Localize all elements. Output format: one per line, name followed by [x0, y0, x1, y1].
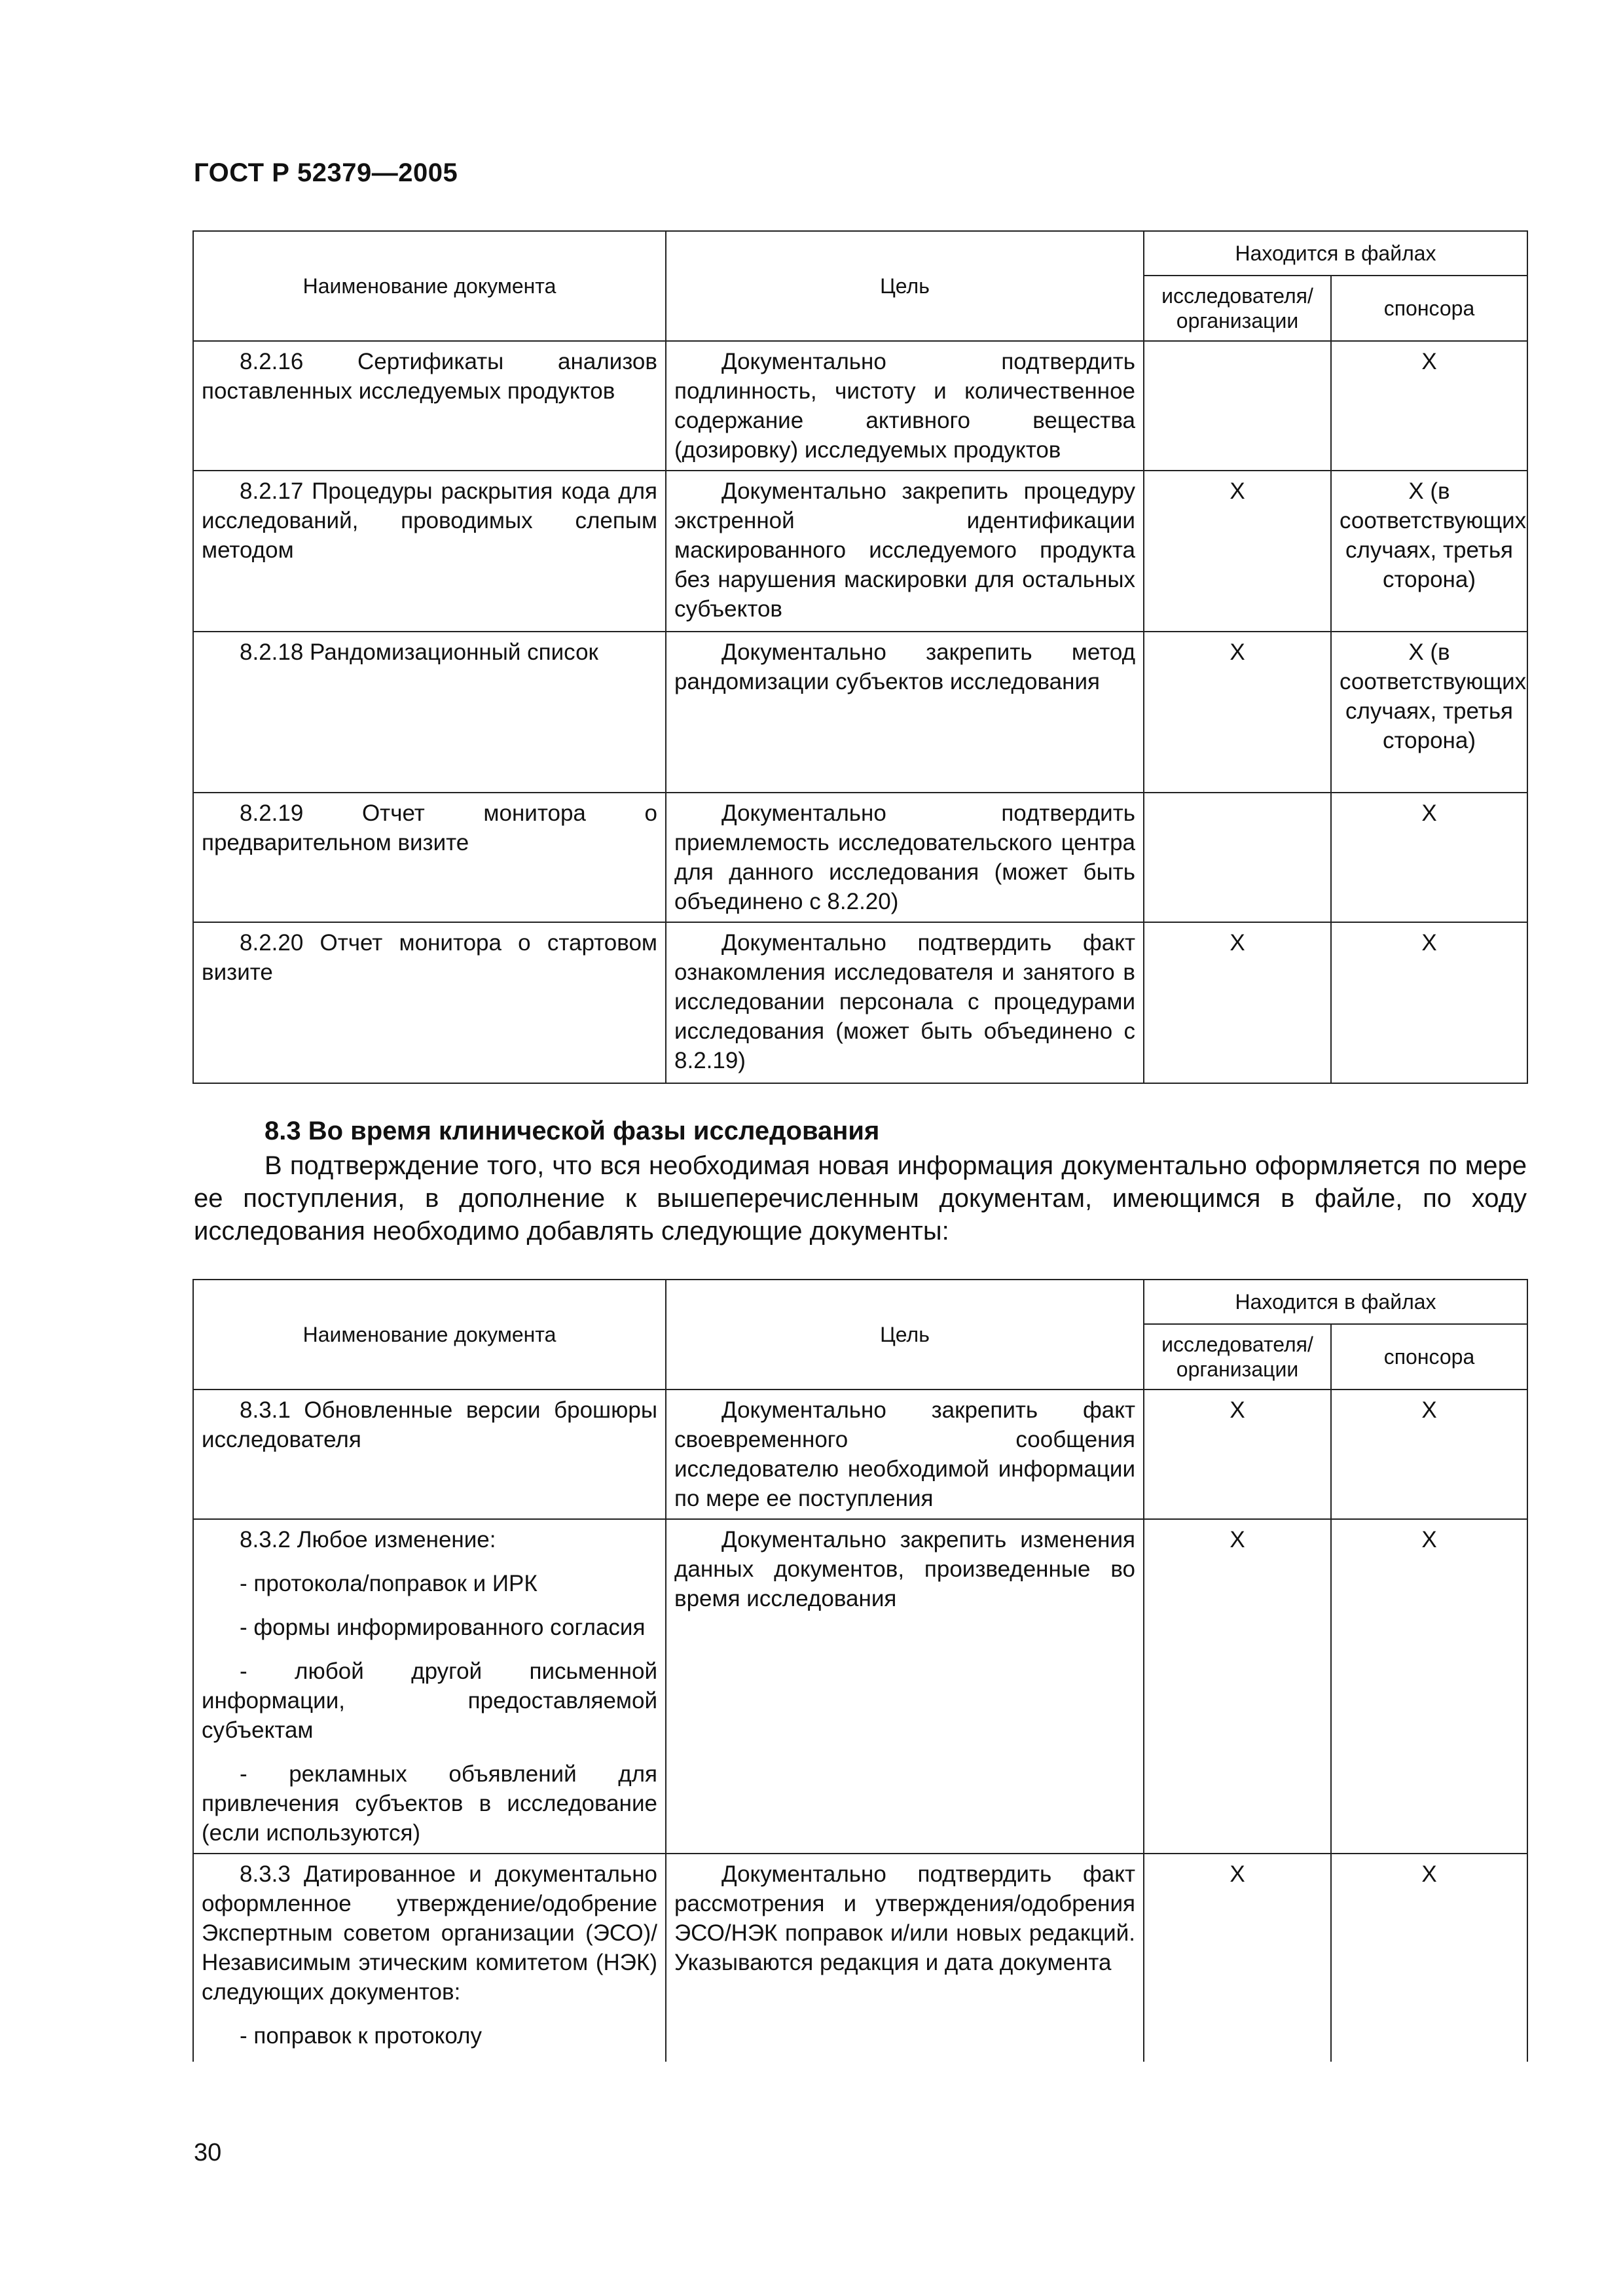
sponsor-mark: X	[1331, 793, 1527, 922]
document-goal-cell: Документально подтвердить подлинность, чистоту и количественное содержание активного вещества (дозировку) исследуемых продуктов	[666, 341, 1144, 471]
document-goal-cell: Документально закрепить изменения данных документов, произведенные во время исследования	[666, 1519, 1144, 1854]
sponsor-mark: X	[1331, 922, 1527, 1083]
investigator-mark: X	[1144, 632, 1331, 793]
document-header: ГОСТ Р 52379—2005	[194, 158, 458, 187]
table-row	[193, 922, 1527, 1083]
sponsor-mark: X (в соответствующих случаях, третья сторона)	[1331, 471, 1527, 632]
investigator-mark: X	[1144, 471, 1331, 632]
sponsor-mark: X	[1331, 1519, 1527, 1854]
table-row	[193, 341, 1527, 471]
column-header-name: Наименование документа	[193, 1280, 666, 1390]
document-name-cell: 8.2.19 Отчет монитора о предварительном визите	[193, 793, 666, 922]
documents-table-8-3	[192, 1279, 1528, 2062]
list-item: - любой другой письменной информации, предоставляемой субъектам	[202, 1659, 657, 1743]
list-item: 8.3.2 Любое изменение:	[240, 1527, 496, 1552]
document-goal-cell: Документально подтвердить приемлемость исследовательского центра для данного исследования (может быть объединено с 8.2.20)	[666, 793, 1144, 922]
sponsor-mark: X	[1331, 341, 1527, 471]
investigator-mark: X	[1144, 1519, 1331, 1854]
document-goal-cell: Документально закрепить метод рандомизации субъектов исследования	[666, 632, 1144, 793]
column-header-goal: Цель	[666, 231, 1144, 341]
document-goal-cell: Документально подтвердить факт ознакомления исследователя и занятого в исследовании персонала с процедурами исследования (может быть объединено с 8.2.19)	[666, 922, 1144, 1083]
document-goal-cell: Документально подтвердить факт рассмотрения и утверждения/одобрения ЭСО/НЭК поправок и/или новых редакций. Указываются редакция и дата документа	[666, 1854, 1144, 2062]
column-header-sponsor: спонсора	[1331, 1324, 1527, 1390]
table-row	[193, 1390, 1527, 1519]
document-name-cell	[193, 1854, 666, 2062]
list-item: - формы информированного согласия	[240, 1615, 646, 1640]
section-heading: 8.3 Во время клинической фазы исследования	[264, 1117, 880, 1145]
document-goal-cell: Документально закрепить факт своевременного сообщения исследователю необходимой информации по мере ее поступления	[666, 1390, 1144, 1519]
column-header-name: Наименование документа	[193, 231, 666, 341]
list-item: 8.3.3 Датированное и документально оформленное утверждение/одобрение Экспертным советом организации (ЭСО)/Независимым этическим комитетом (НЭК) следующих документов:	[202, 1861, 657, 2005]
document-name-cell	[193, 1519, 666, 1854]
table-header-row	[193, 1280, 1527, 1324]
column-header-files: Находится в файлах	[1144, 1280, 1527, 1324]
table-row	[193, 1519, 1527, 1854]
list-item: - рекламных объявлений для привлечения субъектов в исследование (если используются)	[202, 1761, 657, 1846]
document-name-cell: 8.2.16 Сертификаты анализов поставленных исследуемых продуктов	[193, 341, 666, 471]
table-row	[193, 1854, 1527, 2062]
document-name-cell: 8.3.1 Обновленные версии брошюры исследователя	[193, 1390, 666, 1519]
investigator-mark: X	[1144, 1854, 1331, 2062]
investigator-mark	[1144, 341, 1331, 471]
sponsor-mark: X	[1331, 1390, 1527, 1519]
table-row	[193, 632, 1527, 793]
column-header-sponsor: спонсора	[1331, 276, 1527, 341]
column-header-goal: Цель	[666, 1280, 1144, 1390]
investigator-mark	[1144, 793, 1331, 922]
list-item: - поправок к протоколу	[240, 2023, 482, 2049]
section-paragraph: В подтверждение того, что вся необходимая новая информация документально оформляется по мере ее поступления, в дополнение к вышеперечисленным документам, имеющимся в файле, по ходу исследования необходимо добавлять следующие документы:	[194, 1151, 1527, 1246]
page-number: 30	[194, 2139, 222, 2166]
table-row	[193, 471, 1527, 632]
document-name-cell: 8.2.18 Рандомизационный список	[193, 632, 666, 793]
table-row	[193, 793, 1527, 922]
list-item: - протокола/поправок и ИРК	[240, 1571, 538, 1596]
column-header-investigator: исследователя/ организации	[1144, 1324, 1331, 1390]
sponsor-mark: X	[1331, 1854, 1527, 2062]
document-name-cell: 8.2.20 Отчет монитора о стартовом визите	[193, 922, 666, 1083]
column-header-investigator: исследователя/ организации	[1144, 276, 1331, 341]
table-header-row	[193, 231, 1527, 276]
document-goal-cell: Документально закрепить процедуру экстренной идентификации маскированного исследуемого продукта без нарушения маскировки для остальных субъектов	[666, 471, 1144, 632]
investigator-mark: X	[1144, 1390, 1331, 1519]
document-name-cell: 8.2.17 Процедуры раскрытия кода для исследований, проводимых слепым методом	[193, 471, 666, 632]
documents-table-8-2	[192, 230, 1528, 1084]
investigator-mark: X	[1144, 922, 1331, 1083]
sponsor-mark: X (в соответствующих случаях, третья сторона)	[1331, 632, 1527, 793]
column-header-files: Находится в файлах	[1144, 231, 1527, 276]
